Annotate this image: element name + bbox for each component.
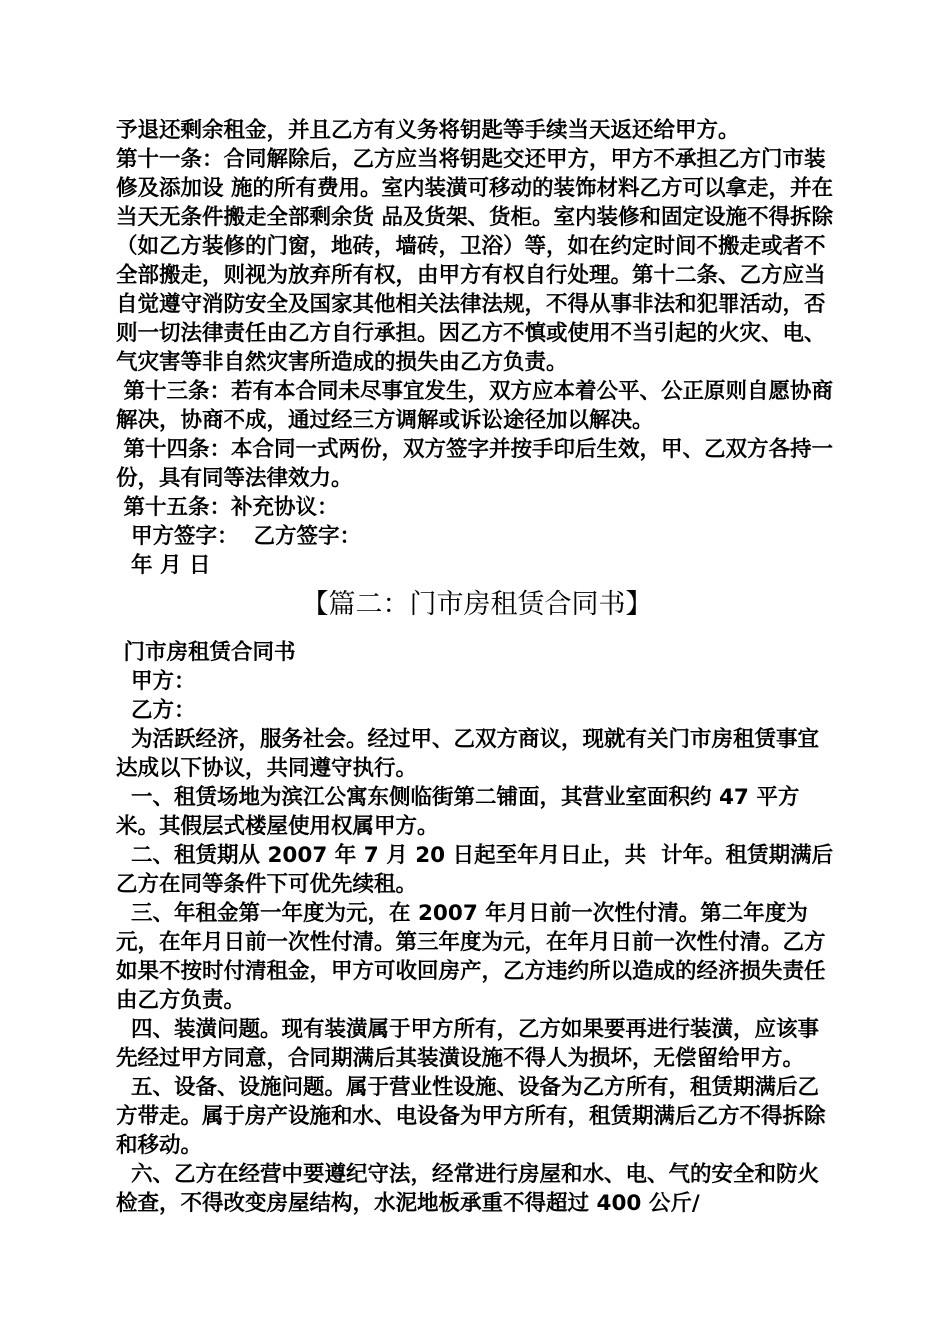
paragraph-article-13: 第十三条：若有本合同未尽事宜发生，双方应本着公平、公正原则自愿协商解决，协商不成，通过经三方调解或诉讼途径加以解决。 <box>116 379 834 433</box>
paragraph-clause-3: 三、年租金第一年度为元，在 2007 年月日前一次性付清。第二年度为元，在年月日前一次性付清。第三年度为元，在年月日前一次性付清。乙方如果不按时付清租金，甲方可收回房产，乙方违约所以造成的经济损失责任由乙方负责。 <box>116 901 826 1013</box>
paragraph-clause-5: 五、设备、设施问题。属于营业性设施、设备为乙方所有，租赁期满后乙方带走。属于房产设施和水、电设备为甲方所有，租赁期满后乙方不得拆除和移动。 <box>116 1075 826 1158</box>
signature-line: 甲方签字： 乙方签字： <box>116 524 361 549</box>
paragraph-article-14: 第十四条：本合同一式两份，双方签字并按手印后生效，甲、乙双方各持一份，具有同等法律效力。 <box>116 437 834 491</box>
contract-part-two <box>116 638 838 1218</box>
section-heading: 【篇二：门市房租赁合同书】 <box>301 589 653 620</box>
paragraph-clause-4: 四、装潢问题。现有装潢属于甲方所有，乙方如果要再进行装潢，应该事先经过甲方同意，合同期满后其装潢设施不得人为损坏，无偿留给甲方。 <box>116 1017 819 1071</box>
paragraph-article-15: 第十五条：补充协议： <box>116 495 339 520</box>
paragraph-refund-clause: 予退还剩余租金，并且乙方有义务将钥匙等手续当天返还给甲方。 <box>116 118 740 143</box>
date-line: 年 月 日 <box>116 553 211 578</box>
party-b-line: 乙方： <box>116 698 196 723</box>
paragraph-clause-2: 二、租赁期从 2007 年 7 月 20 日起至年月日止，共 计年。租赁期满后乙方在同等条件下可优先续租。 <box>116 843 834 897</box>
party-a-line: 甲方： <box>116 669 196 694</box>
contract-title: 门市房租赁合同书 <box>116 640 296 665</box>
contract-part-one <box>116 116 838 580</box>
paragraph-clause-1: 一、租赁场地为滨江公寓东侧临街第二铺面，其营业室面积约 47 平方米。其假层式楼屋使用权属甲方。 <box>116 785 800 839</box>
paragraph-article-11-12: 第十一条：合同解除后，乙方应当将钥匙交还甲方，甲方不承担乙方门市装修及添加设 施的所有费用。室内装潢可移动的装饰材料乙方可以拿走，并在当天无条件搬走全部剩余货 品及货架、货柜。室内装修和固定设施不得拆除（如乙方装修的门窗，地砖，墙砖，卫浴）等，如在约定时间不搬走或者不全部搬走，则视为放弃所有权，由甲方有权自行处理。第十二条、乙方应当自觉遵守消防安全及国家其他相关法律法规，不得从事非法和犯罪活动，否则一切法律责任由乙方自行承担。因乙方不慎或使用不当引起的火灾、电、气灾害等非自然灾害所造成的损失由乙方负责。 <box>116 147 833 375</box>
paragraph-preamble: 为活跃经济，服务社会。经过甲、乙双方商议，现就有关门市房租赁事宜达成以下协议，共同遵守执行。 <box>116 727 819 781</box>
paragraph-clause-6: 六、乙方在经营中要遵纪守法，经常进行房屋和水、电、气的安全和防火检查，不得改变房屋结构，水泥地板承重不得超过 400 公斤/ <box>116 1162 819 1216</box>
